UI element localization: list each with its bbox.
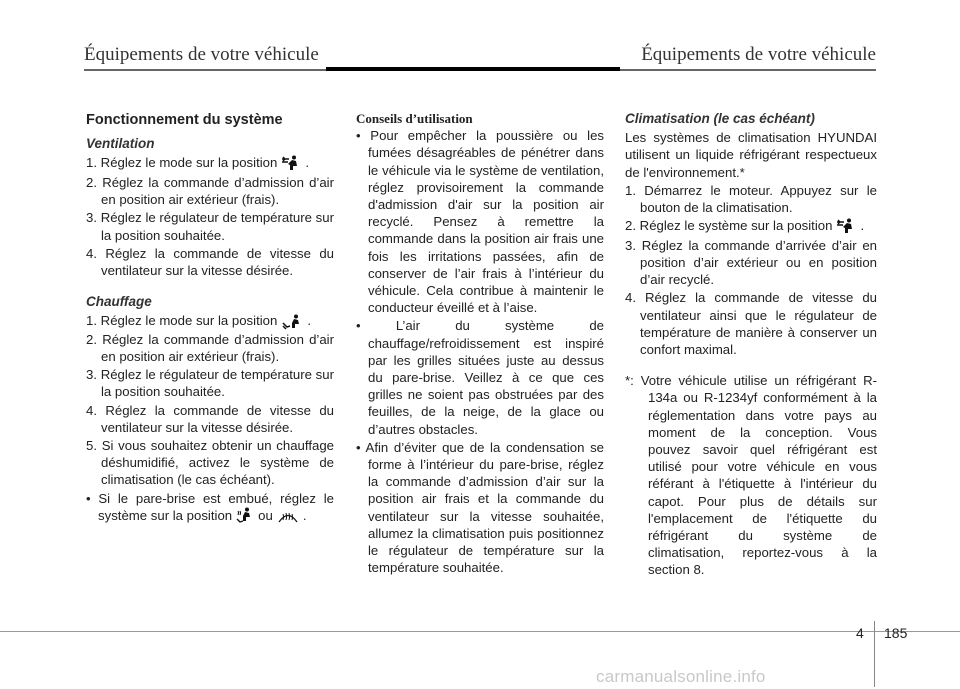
list-item: 2. Réglez la commande d’admission d’air en position air extérieur (frais). — [86, 174, 334, 208]
header-rule-right — [620, 69, 876, 71]
footnote: *: Votre véhicule utilise un réfrigérant R-134a ou R-1234yf conformément à la réglementation dans votre pays au moment de la conception. Vous pouvez savoir quel réfrigérant est utilisé pour votre véhicule en vous référant à l'étiquette à l'intérieur du capot. Pour plus de détails sur l'emplacement de l'étiquette du réfrigérant du système de climatisation, reportez-vous à la section 8. — [625, 373, 877, 578]
bullet-item: • L’air du système de chauffage/refroidissement est inspiré par les grilles situées juste au dessus du pare-brise. Veillez à ce que ces grilles ne soient pas obstruées par des feuilles, de la neige, de la glace ou d’autres obstacles. — [356, 318, 605, 437]
floor-defrost-icon — [236, 507, 254, 525]
climatisation-title: Climatisation (le cas échéant) — [625, 111, 815, 126]
defrost-icon — [277, 508, 299, 524]
list-item: 1. Réglez le mode sur la position . — [86, 313, 312, 329]
footer-divider — [874, 621, 875, 687]
bullet-item: • Afin d’éviter que de la condensation se forme à l’intérieur du pare-brise, réglez la commande d’admission d’air sur la position air frais et la commande du ventilateur sur la vitesse souhaitée, allumez la climatisation puis positionnez le régulateur de température sur la température souhaitée. — [356, 439, 604, 576]
header-left-title: Équipements de votre véhicule — [84, 44, 319, 65]
list-item: 2. Réglez la commande d’admission d’air en position air extérieur (frais). — [86, 331, 334, 365]
floor-vent-icon — [281, 314, 303, 330]
list-item: 1. Réglez le mode sur la position . — [86, 154, 334, 173]
bullet-item: • Si le pare-brise est embué, réglez le système sur la position ou . — [86, 490, 334, 526]
section-heading: Fonctionnement du système — [86, 112, 283, 128]
chauffage-title: Chauffage — [86, 294, 152, 310]
header-rule-bar — [326, 67, 620, 71]
footer-rule — [0, 631, 960, 632]
list-item: 5. Si vous souhaitez obtenir un chauffage déshumidifié, activez le système de climatisation (le cas échéant). — [86, 438, 334, 488]
page-header — [0, 0, 960, 80]
list-item: 4. Réglez la commande de vitesse du ventilateur sur la vitesse désirée. — [86, 402, 334, 435]
section-number: 4 — [856, 625, 864, 641]
list-item: 2. Réglez le système sur la position . — [625, 217, 877, 236]
page-number: 185 — [884, 625, 908, 641]
column-middle — [356, 110, 604, 577]
column-left — [86, 110, 334, 526]
list-item: 4. Réglez la commande de vitesse du ventilateur sur la vitesse désirée. — [86, 245, 334, 278]
face-vent-icon — [836, 218, 856, 236]
bullet-item: • Pour empêcher la poussière ou les fumées désagréables de pénétrer dans le véhicule via le système de ventilation, réglez provisoirement la commande d'admission d'air sur la position air recyclé. Pensez à remettre la commande dans la position air frais une fois les irritations passées, afin de conserver de l’air frais à l’intérieur du véhicule. Cela contribue à maintenir le conducteur éveillé et à l’aise. — [356, 128, 605, 316]
list-item: 1. Démarrez le moteur. Appuyez sur le bouton de la climatisation. — [625, 182, 877, 216]
list-item: 4. Réglez la commande de vitesse du ventilateur ainsi que le régulateur de température de manière à conserver un confort maximal. — [625, 290, 877, 357]
column-right — [625, 110, 877, 579]
watermark: carmanualsonline.info — [596, 667, 766, 686]
face-vent-icon — [281, 155, 301, 173]
tips-title: Conseils d’utilisation — [356, 111, 473, 126]
page-footer — [0, 620, 960, 689]
header-rule-left — [84, 69, 326, 71]
ventilation-title: Ventilation — [86, 136, 155, 152]
list-item: 3. Réglez le régulateur de température sur la position souhaitée. — [86, 210, 334, 243]
header-right-title: Équipements de votre véhicule — [641, 44, 876, 65]
list-item: 3. Réglez le régulateur de température sur la position souhaitée. — [86, 367, 334, 400]
intro-paragraph: Les systèmes de climatisation HYUNDAI utilisent un liquide réfrigérant respectueux de l'environnement.* — [625, 130, 877, 180]
list-item: 3. Réglez la commande d’arrivée d’air en position d’air extérieur ou en position d’air recyclé. — [625, 237, 877, 288]
